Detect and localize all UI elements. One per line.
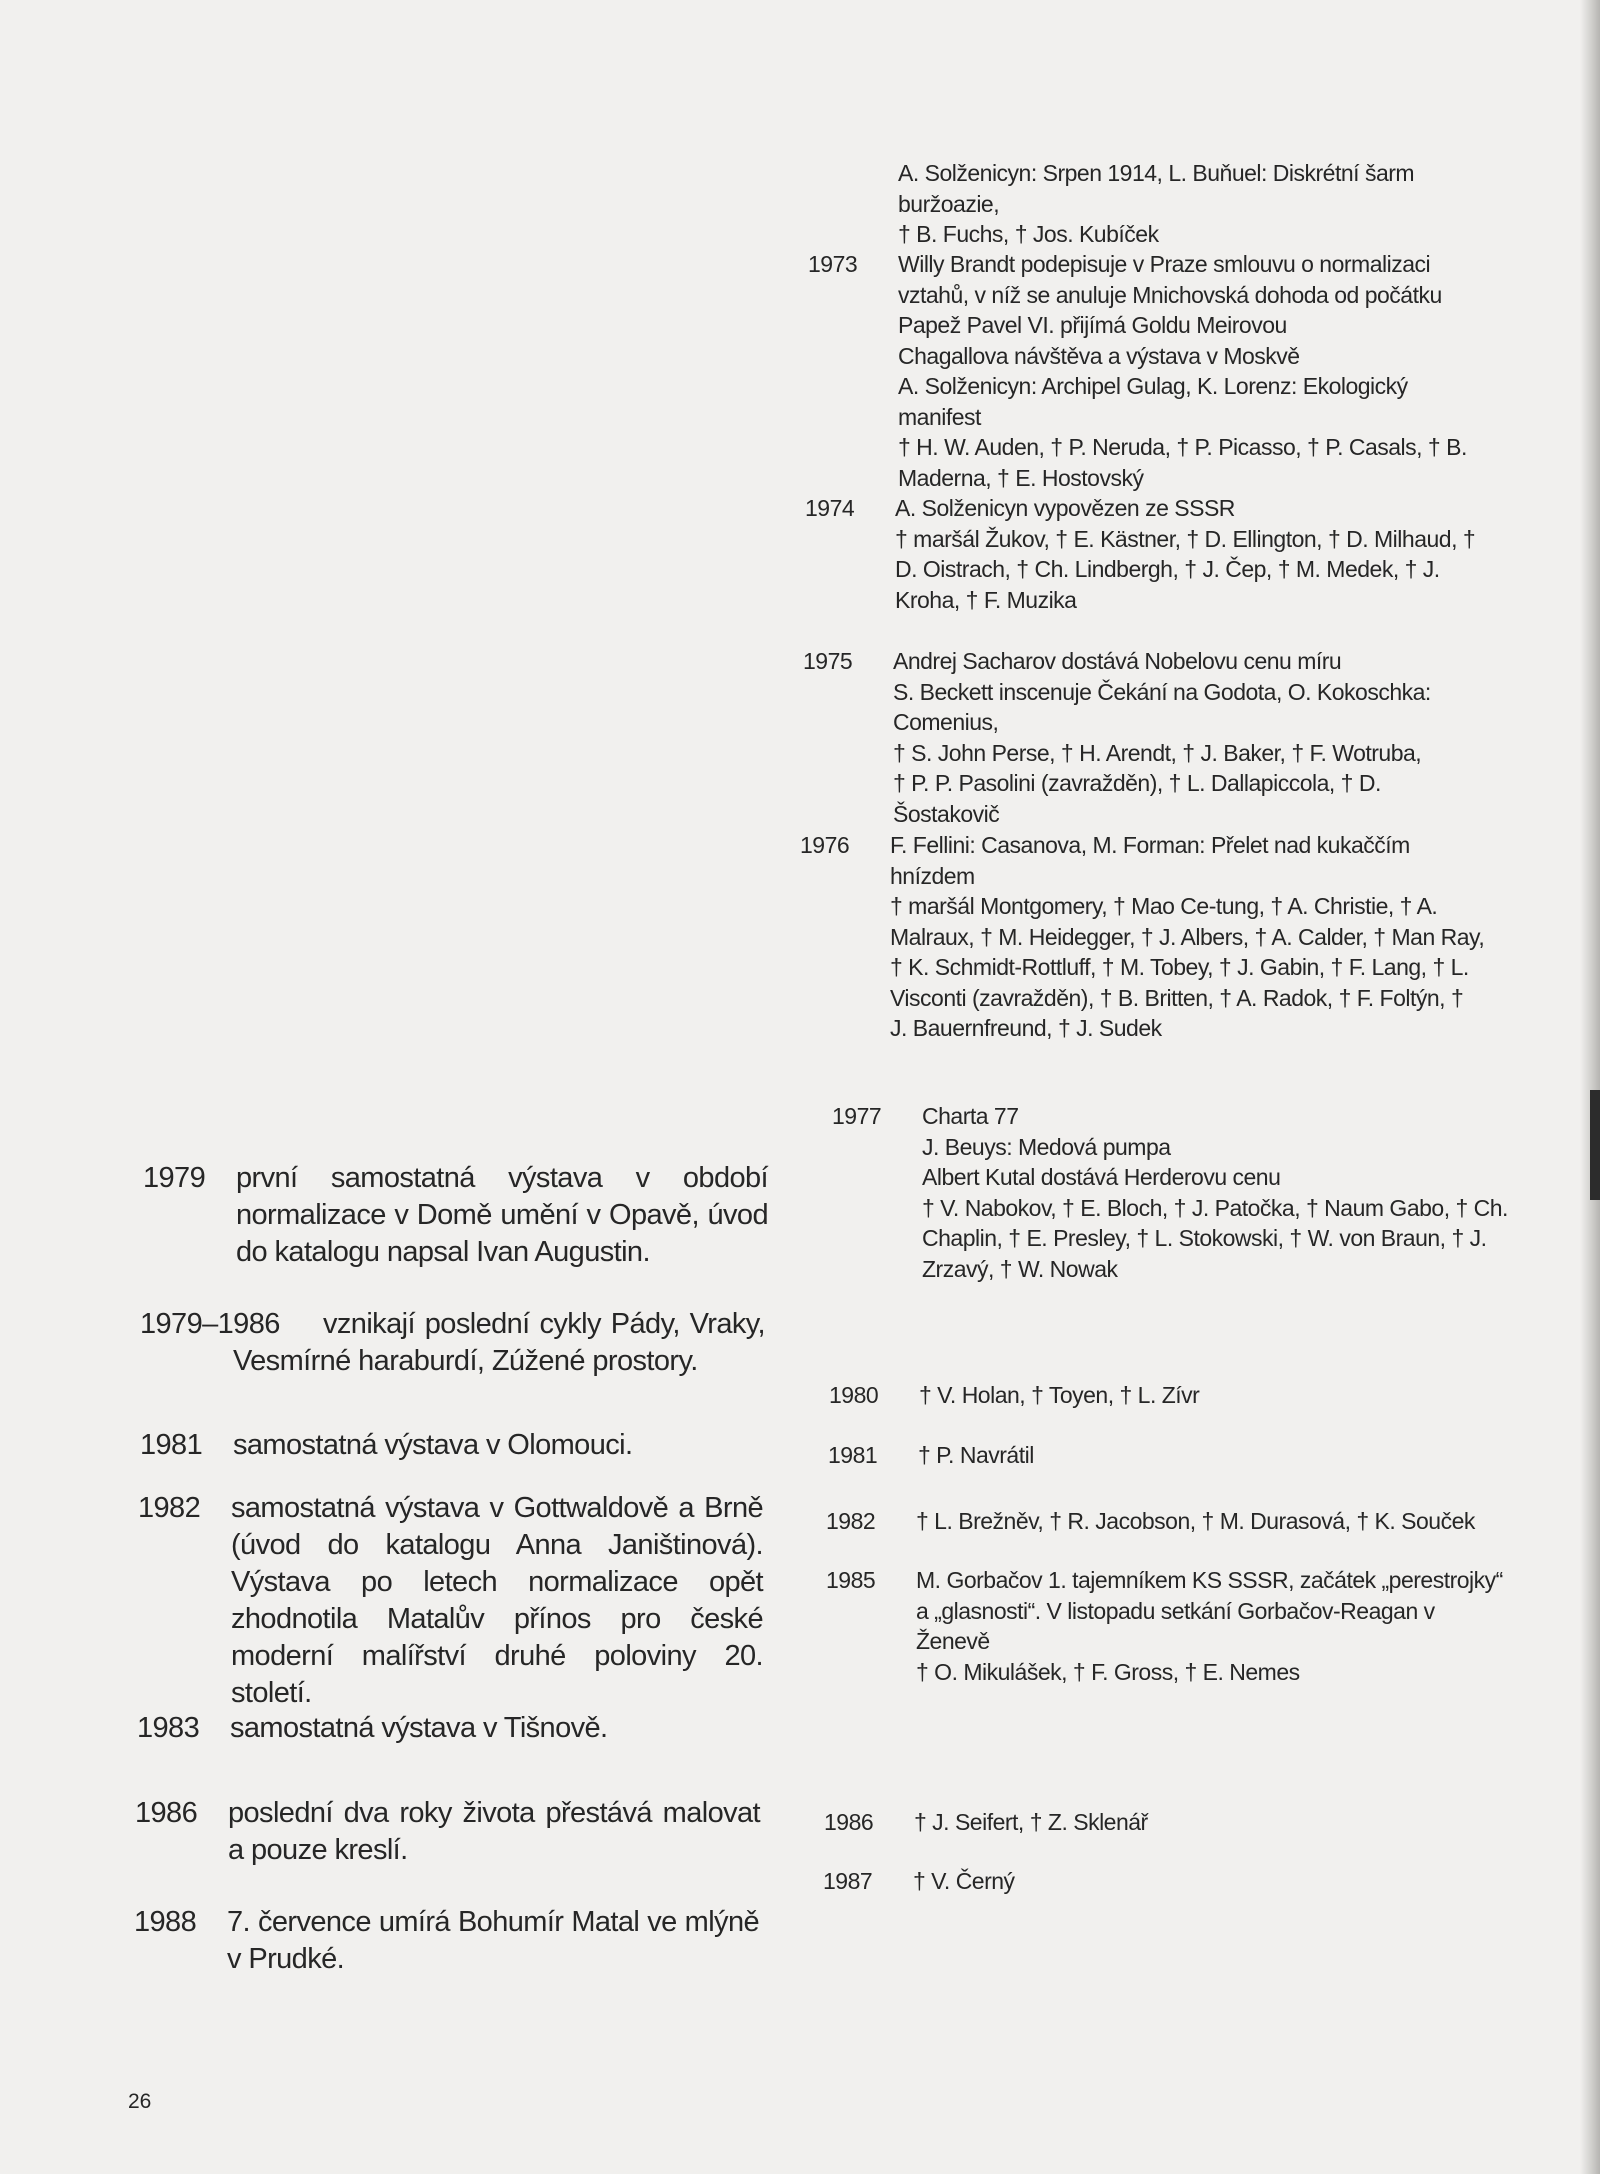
entry-line: † B. Fuchs, † Jos. Kubíček [898,221,1159,247]
year-label: 1979 [143,1162,206,1194]
entry-line: † H. W. Auden, † P. Neruda, † P. Picasso, † P. Casals, † B. Maderna, † E. Hostovský [898,434,1467,491]
left-entry-1983 [137,1710,762,1747]
right-entry-1976 [800,830,1485,1044]
left-entry-1979 [143,1160,768,1271]
year-label: 1982 [138,1492,201,1524]
year-label: 1981 [828,1442,878,1468]
entry-line: J. Beuys: Medová pumpa [922,1133,1171,1160]
year-label: 1983 [137,1712,200,1744]
year-label: 1986 [824,1809,874,1835]
left-entry-1986 [135,1795,760,1869]
left-entry-1979-1986 [140,1306,765,1380]
year-label: 1982 [826,1508,876,1534]
year-label: 1974 [805,495,855,521]
year-label: 1979–1986 [140,1308,280,1340]
entry-line: † S. John Perse, † H. Arendt, † J. Baker, † F. Wotruba, [893,739,1422,766]
left-entry-1982 [138,1490,763,1712]
entry-line: † J. Seifert, † Z. Sklenář [914,1809,1148,1835]
right-entry-1977 [832,1101,1517,1284]
entry-line: Albert Kutal dostává Herderovu cenu [922,1164,1281,1190]
entry-text: poslední dva roky života přestává malovat a pouze kreslí. [228,1797,760,1866]
entry-text: samostatná výstava v Olomouci. [233,1429,633,1461]
entry-line: M. Gorbačov 1. tajemníkem KS SSSR, začátek „perestrojky“ a „glasnosti“. V listopadu setkání Gorbačov-Reagan v Ženevě [916,1567,1503,1654]
entry-line: F. Fellini: Casanova, M. Forman: Přelet nad kukaččím hnízdem [890,832,1410,889]
entry-text: první samostatná výstava v období normalizace v Domě umění v Opavě, úvod do katalogu napsal Ivan Augustin. [236,1162,768,1268]
entry-line: Willy Brandt podepisuje v Praze smlouvu o normalizaci vztahů, v níž se anuluje Mnichovská dohoda od počátku [898,251,1442,308]
entry-text: 7. července umírá Bohumír Matal ve mlýně v Prudké. [227,1906,759,1975]
right-entry-1986 [824,1807,1509,1838]
year-label: 1976 [800,832,850,858]
year-label: 1973 [808,251,858,277]
year-label: 1975 [803,648,853,674]
year-label: 1985 [826,1567,876,1593]
right-entry-1973 [808,249,1493,493]
entry-line: † maršál Montgomery, † Mao Ce-tung, † A. Christie, † A. Malraux, † M. Heidegger, † J. Albers, † A. Calder, † Man Ray, † K. Schmidt-Rottluff, † M. Tobey, † J. Gabin, † F. Lang, † L. Visconti (zavražděn), † B. Britten, † A. Radok, † F. Foltýn, † J. Bauernfreund, † J. Sudek [890,893,1485,1041]
entry-text: samostatná výstava v Gottwaldově a Brně (úvod do katalogu Anna Janištinová). Výstava po letech normalizace opět zhodnotila Matalův přínos pro české moderní malířství druhé poloviny 20. století. [231,1492,763,1709]
entry-line: Charta 77 [922,1103,1019,1129]
entry-line: † L. Brežněv, † R. Jacobson, † M. Durasová, † K. Souček [916,1508,1475,1534]
year-label: 1977 [832,1103,882,1129]
entry-line: † O. Mikulášek, † F. Gross, † E. Nemes [916,1658,1300,1685]
entry-line: A. Solženicyn: Srpen 1914, L. Buňuel: Diskrétní šarm buržoazie, [898,160,1415,217]
entry-line: † V. Holan, † Toyen, † L. Zívr [919,1382,1200,1408]
entry-line: † P. P. Pasolini (zavražděn), † L. Dallapiccola, † D. Šostakovič [893,770,1381,827]
entry-line: Andrej Sacharov dostává Nobelovu cenu míru [893,648,1342,674]
entry-line: † V. Černý [913,1868,1015,1894]
right-entry-1972 [808,158,1493,250]
entry-line: Papež Pavel VI. přijímá Goldu Meirovou [898,312,1287,338]
year-label: 1980 [829,1382,879,1408]
entry-text: vznikají poslední cykly Pády, Vraky, Vesmírné haraburdí, Zúžené prostory. [233,1308,765,1377]
entry-line: A. Solženicyn vypovězen ze SSSR [895,495,1235,521]
page-number: 26 [128,2090,152,2113]
year-label: 1987 [823,1868,873,1894]
right-entry-1980 [829,1380,1514,1411]
entry-line: † V. Nabokov, † E. Bloch, † J. Patočka, † Naum Gabo, † Ch. Chaplin, † E. Presley, † L. Stokowski, † W. von Braun, † J. Zrzavý, † W. Nowak [922,1194,1508,1282]
entry-text: samostatná výstava v Tišnově. [230,1712,608,1744]
right-entry-1974 [805,493,1490,615]
scan-mark [1590,1090,1600,1200]
year-label: 1988 [134,1906,197,1938]
left-entry-1981 [140,1427,765,1464]
right-entry-1982 [826,1506,1511,1537]
entry-line: Chagallova návštěva a výstava v Moskvě [898,342,1300,369]
right-entry-1987 [823,1866,1508,1897]
entry-line: A. Solženicyn: Archipel Gulag, K. Lorenz: Ekologický manifest [898,373,1408,430]
year-label: 1986 [135,1797,198,1829]
year-label: 1981 [140,1429,203,1461]
right-entry-1975 [803,646,1488,829]
left-entry-1988 [134,1904,759,1978]
entry-line: † P. Navrátil [918,1442,1034,1468]
entry-line: S. Beckett inscenuje Čekání na Godota, O. Kokoschka: Comenius, [893,678,1431,735]
scan-edge [1580,0,1600,2174]
entry-line: † maršál Žukov, † E. Kästner, † D. Ellington, † D. Milhaud, † D. Oistrach, † Ch. Lindbergh, † J. Čep, † M. Medek, † J. Kroha, † F. Muzika [895,525,1476,613]
right-entry-1985 [826,1565,1511,1687]
right-entry-1981 [828,1440,1513,1471]
